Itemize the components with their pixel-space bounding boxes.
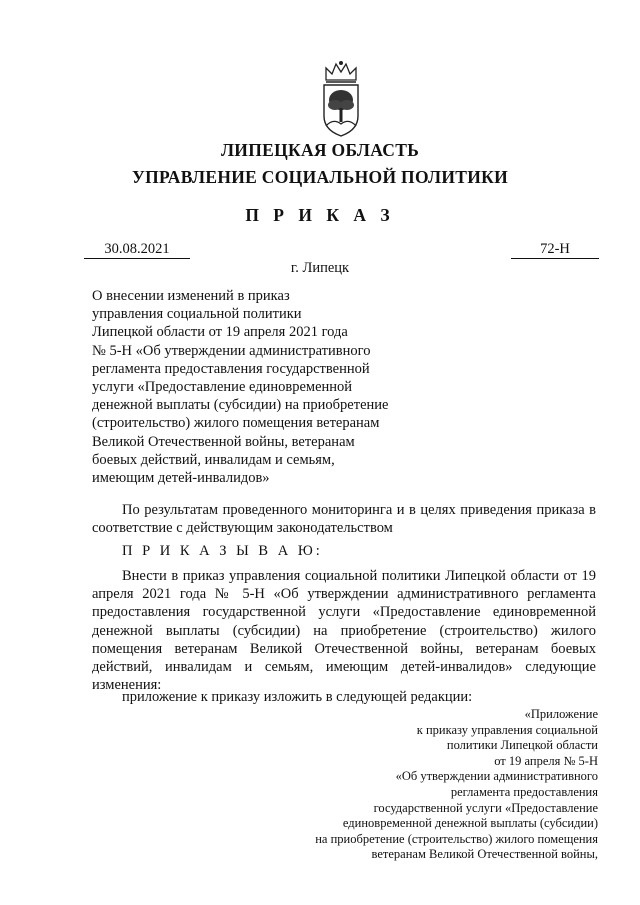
preamble-paragraph: По результатам проведенного мониторинга и в целях приведения приказа в соответствие с действующим законодательством [92, 502, 596, 537]
order-word: П Р И К А З Ы В А Ю: [122, 543, 323, 559]
appendix-header: «Приложение к приказу управления социальной политики Липецкой области от 19 апреля № 5-Н «Об утверждении административного регламента предоставления государственной услуги «Предоставление единовременной денежной выплаты (субсидии) на приобретение (строительство) жилого помещения ветеранам Великой Отечественной войны, [315, 707, 598, 862]
coat-of-arms-icon [318, 60, 364, 138]
department-title: УПРАВЛЕНИЕ СОЦИАЛЬНОЙ ПОЛИТИКИ [131, 167, 509, 187]
order-paragraph-1: Внести в приказ управления социальной политики Липецкой области от 19 апреля 2021 года № 5-Н «Об утверждении административного регламента предоставления государственной услуги «Предоставление единовременной денежной выплаты (субсидии) на приобретение (строительство) жилого помещения ветеранам Великой Отечественной войны, ветеранам боевых действий, инвалидам и семьям, имеющим детей-инвалидов» следующие изменения: [92, 568, 596, 694]
order-paragraph-2: приложение к приказу изложить в следующей редакции: [122, 689, 473, 705]
region-title: ЛИПЕЦКАЯ ОБЛАСТЬ [220, 140, 420, 160]
document-number: 72-Н [511, 241, 599, 259]
document-type: П Р И К А З [245, 205, 395, 225]
document-date: 30.08.2021 [84, 241, 190, 259]
document-subject: О внесении изменений в приказ управления социальной политики Липецкой области от 19 апреля 2021 года № 5-Н «Об утверждении административного регламента предоставления государственной услуги «Предоставление единовременной денежной выплаты (субсидии) на приобретение (строительство) жилого помещения ветеранам Великой Отечественной войны, ветеранам боевых действий, инвалидам и семьям, имеющим детей-инвалидов» [92, 288, 389, 487]
document-city: г. Липецк [290, 260, 350, 276]
